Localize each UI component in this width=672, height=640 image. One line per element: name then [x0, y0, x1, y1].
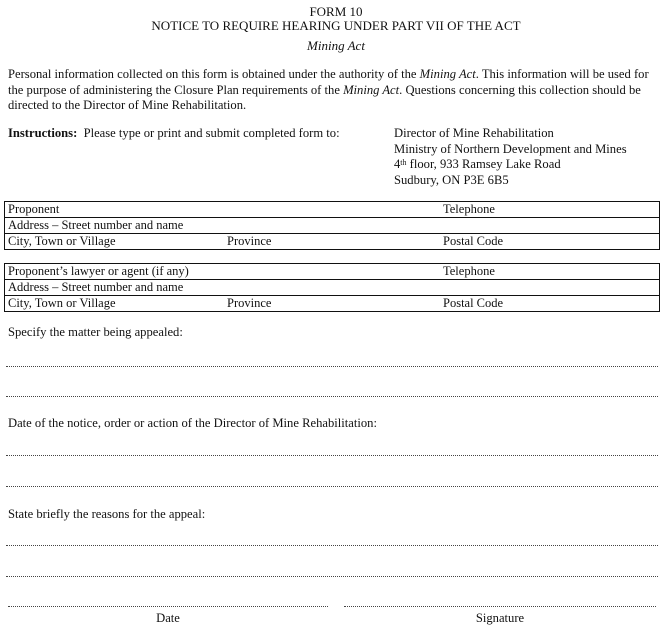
address-line-2: Ministry of Northern Development and Mines — [394, 141, 627, 156]
agent-telephone-label: Telephone — [443, 264, 495, 278]
date-line[interactable] — [8, 606, 328, 607]
notice-text-2: . This information will be used for the purpose of administering the Closure Plan requirements of the — [8, 67, 649, 97]
instructions — [8, 126, 340, 141]
address-floor-number: 4 — [394, 157, 401, 171]
notice-text-1: Personal information collected on this form is obtained under the authority of the — [8, 67, 420, 81]
proponent-province-label: Province — [227, 234, 272, 248]
date-notice-line-1[interactable] — [6, 455, 658, 456]
form-number: FORM 10 — [309, 4, 363, 19]
address-street: floor, 933 Ramsey Lake Road — [406, 157, 561, 171]
proponent-row[interactable] — [5, 202, 659, 218]
matter-line-2[interactable] — [6, 396, 658, 397]
notice-text-3: . Questions concerning this collection should be directed to the Director of Mine Rehabilitation. — [8, 82, 641, 112]
reasons-question: State briefly the reasons for the appeal: — [8, 507, 206, 521]
agent-city-label: City, Town or Village — [8, 296, 116, 310]
privacy-notice — [8, 67, 658, 114]
proponent-address-row[interactable] — [5, 218, 659, 234]
reasons-line-2[interactable] — [6, 576, 658, 577]
agent-province-label: Province — [227, 296, 272, 310]
proponent-city-row[interactable] — [5, 234, 659, 249]
date-notice-question: Date of the notice, order or action of the Director of Mine Rehabilitation: — [8, 416, 377, 430]
proponent-label: Proponent — [8, 202, 60, 216]
matter-line-1[interactable] — [6, 366, 658, 367]
reasons-line-1[interactable] — [6, 545, 658, 546]
form-title: NOTICE TO REQUIRE HEARING UNDER PART VII OF THE ACT — [151, 18, 521, 33]
instructions-text: Please type or print and submit completed form to: — [83, 126, 340, 140]
proponent-address-label: Address – Street number and name — [8, 218, 184, 232]
signature-line[interactable] — [344, 606, 656, 607]
proponent-telephone-label: Telephone — [443, 202, 495, 216]
date-notice-line-2[interactable] — [6, 486, 658, 487]
proponent-city-label: City, Town or Village — [8, 234, 116, 248]
mailing-address — [394, 126, 627, 188]
address-line-4: Sudbury, ON P3E 6B5 — [394, 172, 509, 187]
agent-address-row[interactable] — [5, 280, 659, 296]
act-name: Mining Act — [307, 38, 365, 53]
agent-city-row[interactable] — [5, 296, 659, 311]
notice-act-1: Mining Act — [419, 67, 476, 81]
agent-label: Proponent’s lawyer or agent (if any) — [8, 264, 189, 278]
agent-postal-label: Postal Code — [443, 296, 504, 310]
address-floor-suffix: th — [400, 158, 407, 167]
agent-box — [4, 263, 660, 312]
matter-question: Specify the matter being appealed: — [8, 325, 183, 339]
proponent-box — [4, 201, 660, 250]
date-label: Date — [156, 611, 180, 625]
agent-address-label: Address – Street number and name — [8, 280, 184, 294]
signature-label: Signature — [475, 611, 525, 625]
agent-row[interactable] — [5, 264, 659, 280]
proponent-postal-label: Postal Code — [443, 234, 504, 248]
instructions-label: Instructions: — [8, 126, 78, 140]
address-line-1: Director of Mine Rehabilitation — [394, 126, 554, 140]
address-line-3 — [394, 157, 627, 173]
notice-act-2: Mining Act — [343, 82, 400, 97]
